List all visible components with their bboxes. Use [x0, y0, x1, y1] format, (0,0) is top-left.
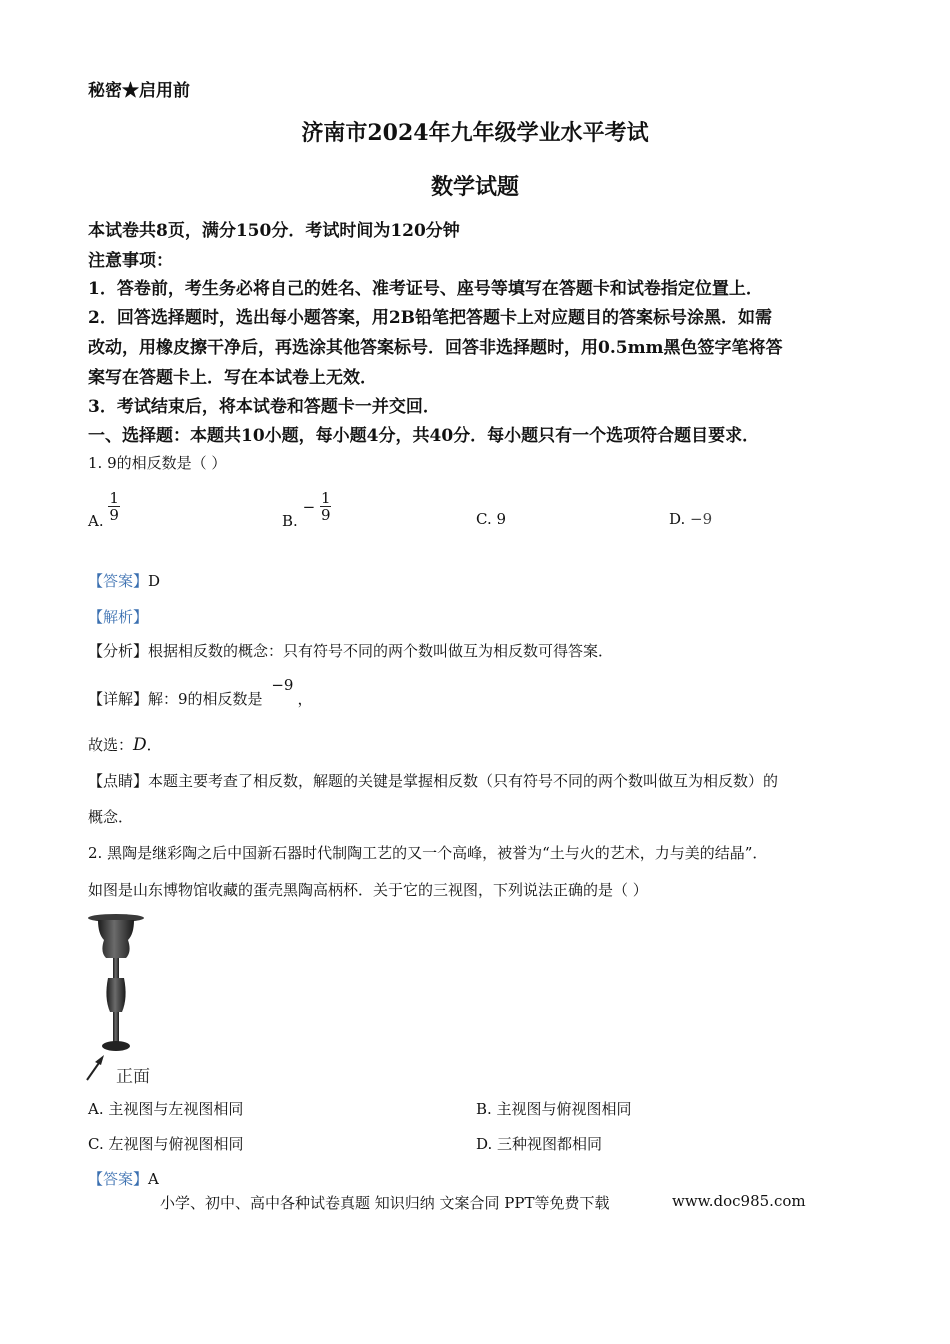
q2-stem-line1: 2. 黑陶是继彩陶之后中国新石器时代制陶工艺的又一个高峰，被誉为“土与火的艺术，力与美的结晶”．	[88, 844, 768, 862]
exam-subtitle: 数学试题	[430, 174, 519, 200]
q1-option-b-fraction	[320, 491, 332, 523]
q1-option-d-label: D.	[669, 510, 691, 528]
notice-item-2-line1: 2．回答选择题时，选出每小题答案，用2B铅笔把答题卡上对应题目的答案标号涂黑．如需	[88, 308, 773, 328]
cup-stem-bulb	[106, 978, 125, 1012]
q1-option-a-denominator: 9	[109, 506, 119, 524]
q1-comment-line2: 概念．	[88, 808, 134, 826]
notice-item-2-line2: 改动，用橡皮擦干净后，再选涂其他答案标号．回答非选择题时，用0.5mm黑色签字笔将答	[88, 338, 783, 358]
q1-option-a-numerator: 1	[109, 489, 119, 507]
q1-choose	[88, 734, 162, 755]
q1-fenxi	[88, 640, 613, 661]
notice-item-3: 3．考试结束后，将本试卷和答题卡一并交回．	[88, 397, 440, 417]
q1-analysis-tag: 【解析】	[88, 608, 149, 626]
q1-option-a	[88, 484, 120, 530]
q2-answer-tag: 【答案】	[88, 1170, 149, 1188]
q1-option-b-denominator: 9	[320, 506, 331, 524]
q1-option-b-label: B.	[282, 512, 298, 530]
cup-lower-stem	[113, 1012, 119, 1042]
q1-detail-end: ，	[297, 690, 313, 708]
q2-figure-label: 正面	[116, 1067, 150, 1087]
q1-option-b	[282, 484, 331, 530]
q1-comment-line1: 本题主要考查了相反数，解题的关键是掌握相反数（只有符号不同的两个数叫做互为相反数）的	[148, 772, 779, 790]
cup-base	[102, 1041, 130, 1051]
q1-option-a-label: A.	[88, 512, 104, 530]
cup-upper-stem	[113, 958, 119, 978]
confidential-mark: 秘密★启用前	[88, 81, 190, 101]
q2-option-d: D. 三种视图都相同	[476, 1135, 603, 1153]
q1-comment	[88, 770, 778, 791]
q1-detail-value: −9	[271, 676, 294, 694]
q1-choose-value: D	[133, 735, 147, 755]
section-1-heading: 一、选择题：本题共10小题，每小题4分，共40分．每小题只有一个选项符合题目要求．	[88, 426, 760, 446]
q1-stem: 1. 9的相反数是（ ）	[88, 454, 227, 472]
q1-fenxi-text: 根据相反数的概念：只有符号不同的两个数叫做互为相反数可得答案．	[148, 642, 614, 660]
q1-option-b-sign: −	[302, 498, 316, 516]
footer-text: 小学、初中、高中各种试卷真题 知识归纳 文案合同 PPT等免费下载	[160, 1194, 610, 1212]
q2-option-c: C. 左视图与俯视图相同	[88, 1135, 244, 1153]
q2-answer	[88, 1168, 159, 1189]
q1-option-d-value: −9	[690, 510, 713, 528]
q1-choose-label: 故选：	[88, 736, 134, 754]
q1-fenxi-tag: 【分析】	[88, 642, 149, 660]
q1-choose-end: ．	[146, 736, 162, 754]
q1-answer	[88, 570, 160, 591]
q1-option-c: C. 9	[476, 510, 507, 528]
q1-answer-value: D	[148, 572, 161, 590]
front-arrow-head-icon	[95, 1055, 104, 1065]
exam-title: 济南市2024年九年级学业水平考试	[301, 120, 649, 146]
q1-comment-tag: 【点睛】	[88, 772, 149, 790]
notice-item-1: 1．答卷前，考生务必将自己的姓名、准考证号、座号等填写在答题卡和试卷指定位置上．	[88, 279, 763, 299]
q1-answer-tag: 【答案】	[88, 572, 149, 590]
q2-stem-line2: 如图是山东博物馆收藏的蛋壳黑陶高柄杯．关于它的三视图，下列说法正确的是（ ）	[88, 881, 648, 899]
q1-option-d	[669, 510, 712, 528]
cup-body	[98, 920, 134, 958]
footer-site[interactable]: www.doc985.com	[672, 1192, 806, 1210]
q1-detail	[88, 676, 313, 709]
notice-title: 注意事项：	[88, 251, 173, 271]
q1-detail-text: 解：9的相反数是	[148, 690, 263, 708]
q1-detail-tag: 【详解】	[88, 690, 149, 708]
q1-option-b-numerator: 1	[320, 489, 331, 507]
q2-answer-value: A	[148, 1170, 159, 1188]
q2-option-a: A. 主视图与左视图相同	[88, 1100, 244, 1118]
q1-option-a-fraction	[108, 491, 120, 523]
notice-item-2-line3: 案写在答题卡上．写在本试卷上无效．	[88, 368, 377, 388]
q2-option-b: B. 主视图与俯视图相同	[476, 1100, 632, 1118]
exam-info: 本试卷共8页，满分150分．考试时间为120分钟	[88, 221, 460, 241]
